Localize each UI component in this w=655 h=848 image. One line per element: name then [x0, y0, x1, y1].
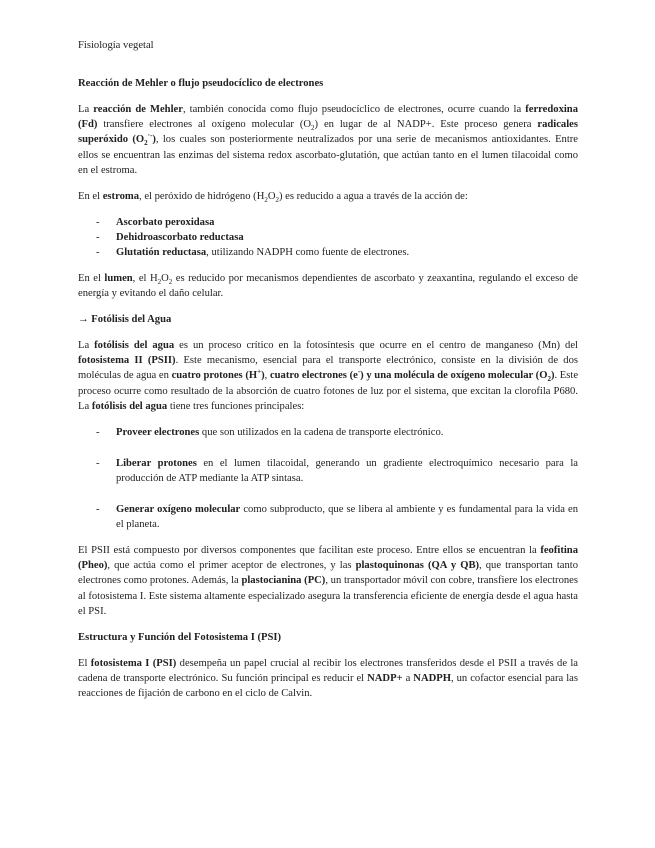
- paragraph-lumen: En el lumen, el $H_2O_2$ es reducido por mecanismos dependientes de ascorbato y zeaxantina, regulando el exceso de energía y evitando el daño celular.: [78, 272, 578, 300]
- paragraph-estroma: En el estroma, el peróxido de hidrógeno $(H_2O_2)$ es reducido a agua a través de la acción de:: [78, 190, 468, 204]
- list-dash: -: [96, 457, 100, 469]
- list-dash: -: [96, 503, 100, 515]
- list-dash: -: [96, 247, 100, 259]
- enzyme-list: [78, 215, 578, 261]
- list-item: - Ascorbato peroxidasa: [78, 215, 578, 230]
- running-header: Fisiología vegetal: [78, 40, 154, 51]
- document-body: [78, 76, 578, 712]
- list-item: - Proveer electrones que son utilizados en la cadena de transporte electrónico.: [78, 425, 578, 440]
- list-item: - Glutatión reductasa, utilizando NADPH como fuente de electrones.: [78, 245, 578, 260]
- list-item: - Generar oxígeno molecular como subproducto, que se libera al ambiente y es fundamental para la vida en el planeta.: [96, 503, 578, 531]
- paragraph-psi-function: El fotosistema I (PSI) desempeña un papel crucial al recibir los electrones transferidos desde el PSII a través de la cadena de transporte electrónico. Su función principal es reducir el NADP+ a NADPH, un cofactor esencial para las reacciones de fijación de carbono en el ciclo de Calvin.: [78, 657, 579, 700]
- list-dash: -: [96, 216, 100, 228]
- list-item: - Liberar protones en el lumen tilacoidal, generando un gradiente electroquímico necesario para la producción de ATP mediante la ATP sintasa.: [96, 457, 578, 484]
- list-item: - Dehidroascorbato reductasa: [78, 230, 578, 245]
- section-heading-mehler: Reacción de Mehler o flujo pseudocíclico de electrones: [78, 78, 324, 89]
- list-dash: -: [96, 231, 100, 243]
- paragraph-psii-components: El PSII está compuesto por diversos componentes que facilitan este proceso. Entre ellos se encuentran la feofitina (Pheo), que actúa como el primer aceptor de electrones, y las plastoquinonas (QA y QB), que transportan tanto electrones como protones. Además, la plastocianina (PC), un transportador móvil con cobre, transfiere los electrones al fotosistema I. Este sistema altamente especializado asegura la transferencia eficiente de energía desde el agua hasta el PSI.: [78, 544, 579, 618]
- paragraph-fotolisis-intro: La fotólisis del agua es un proceso crítico en la fotosíntesis que ocurre en el centro de manganeso (Mn) del fotosistema II (PSII). Este mecanismo, esencial para el transporte electrónico, consiste en la división de dos moléculas de agua en cuatro protones (H+), cuatro electrones (e-) y una molécula de oxígeno molecular $(O_2)$. Este proceso ocurre como resultado de la absorción de cuatro fotones de luz por el sistema, que excitan la clorofila P680. La fotólisis del agua tiene tres funciones principales:: [78, 339, 579, 413]
- section-heading-fotolisis: → Fotólisis del Agua: [78, 314, 172, 326]
- function-list: [78, 425, 578, 532]
- paragraph-mehler-intro: La reacción de Mehler, también conocida como flujo pseudocíclico de electrones, ocurre cuando la ferredoxina (Fd) transfiere electrones al oxígeno molecular $(O_2)$ en lugar de al NADP+. Este proceso genera radicales superóxido $(O_2^{\cdot-})$, los cuales son posteriormente neutralizados por una serie de mecanismos antioxidantes. Entre ellos se encuentran las enzimas del sistema redox ascorbato-glutatión, que actúan tanto en el lumen tilacoidal como en el estroma.: [78, 103, 579, 176]
- list-dash: -: [96, 426, 100, 438]
- section-heading-psi: Estructura y Función del Fotosistema I (PSI): [78, 631, 282, 643]
